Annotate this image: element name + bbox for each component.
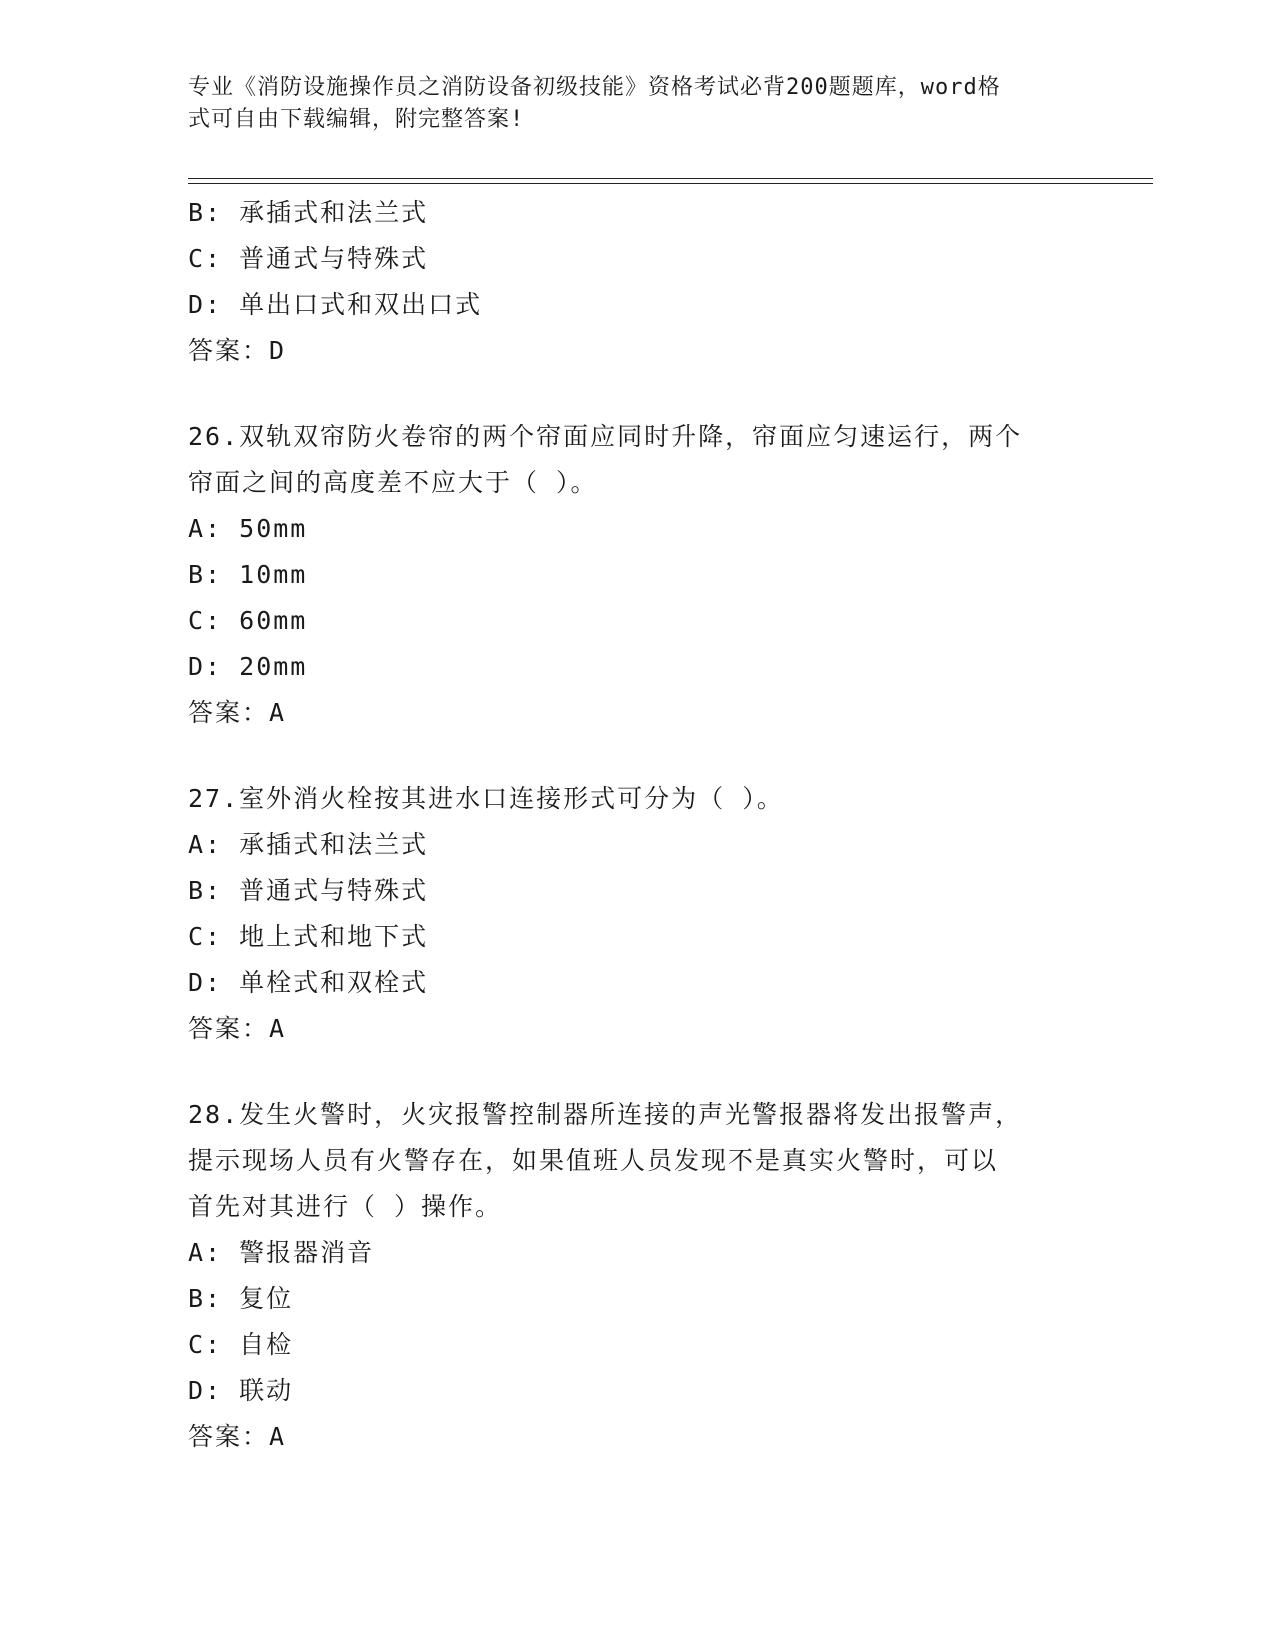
- header-line-1: 专业《消防设施操作员之消防设备初级技能》资格考试必背200题题库，word格: [188, 75, 1001, 100]
- header-divider-top: [188, 178, 1153, 179]
- option-b: B: 复位: [188, 1284, 294, 1313]
- option-c: C: 自检: [188, 1330, 294, 1359]
- option-a: A: 50mm: [188, 514, 308, 543]
- question-27: [188, 776, 1088, 1052]
- header-divider-bottom: [188, 183, 1153, 184]
- option-c: C: 60mm: [188, 606, 308, 635]
- option-d: D: 20mm: [188, 652, 308, 681]
- question-25: [188, 190, 1088, 374]
- option-a: A: 警报器消音: [188, 1238, 375, 1267]
- question-stem-line: 27.室外消火栓按其进水口连接形式可分为（ ）。: [188, 784, 784, 813]
- question-stem-line: 28.发生火警时，火灾报警控制器所连接的声光警报器将发出报警声，: [188, 1100, 1023, 1129]
- question-stem-line: 提示现场人员有火警存在，如果值班人员发现不是真实火警时，可以: [188, 1146, 999, 1175]
- document-header: [188, 72, 1068, 136]
- question-stem-line: 26.双轨双帘防火卷帘的两个帘面应同时升降，帘面应匀速运行，两个: [188, 422, 1023, 451]
- answer: 答案：A: [188, 1014, 287, 1043]
- option-a: A: 承插式和法兰式: [188, 830, 429, 859]
- option-b: B: 10mm: [188, 560, 308, 589]
- answer: 答案：A: [188, 698, 287, 727]
- option-d: D: 联动: [188, 1376, 294, 1405]
- question-stem: [188, 1092, 1078, 1230]
- question-stem-line: 帘面之间的高度差不应大于（ ）。: [188, 468, 598, 497]
- option-d: D: 单出口式和双出口式: [188, 290, 483, 319]
- answer: 答案：D: [188, 336, 287, 365]
- question-28: [188, 1092, 1088, 1460]
- option-c: C: 普通式与特殊式: [188, 244, 429, 273]
- question-26: [188, 414, 1088, 736]
- question-stem: [188, 776, 1078, 822]
- question-list: [188, 190, 1088, 1460]
- question-stem-line: 首先对其进行（ ）操作。: [188, 1192, 503, 1221]
- header-line-2: 式可自由下载编辑，附完整答案!: [188, 107, 525, 132]
- option-c: C: 地上式和地下式: [188, 922, 429, 951]
- question-stem: [188, 414, 1078, 506]
- answer: 答案：A: [188, 1422, 287, 1451]
- option-b: B: 承插式和法兰式: [188, 198, 429, 227]
- option-d: D: 单栓式和双栓式: [188, 968, 429, 997]
- option-b: B: 普通式与特殊式: [188, 876, 429, 905]
